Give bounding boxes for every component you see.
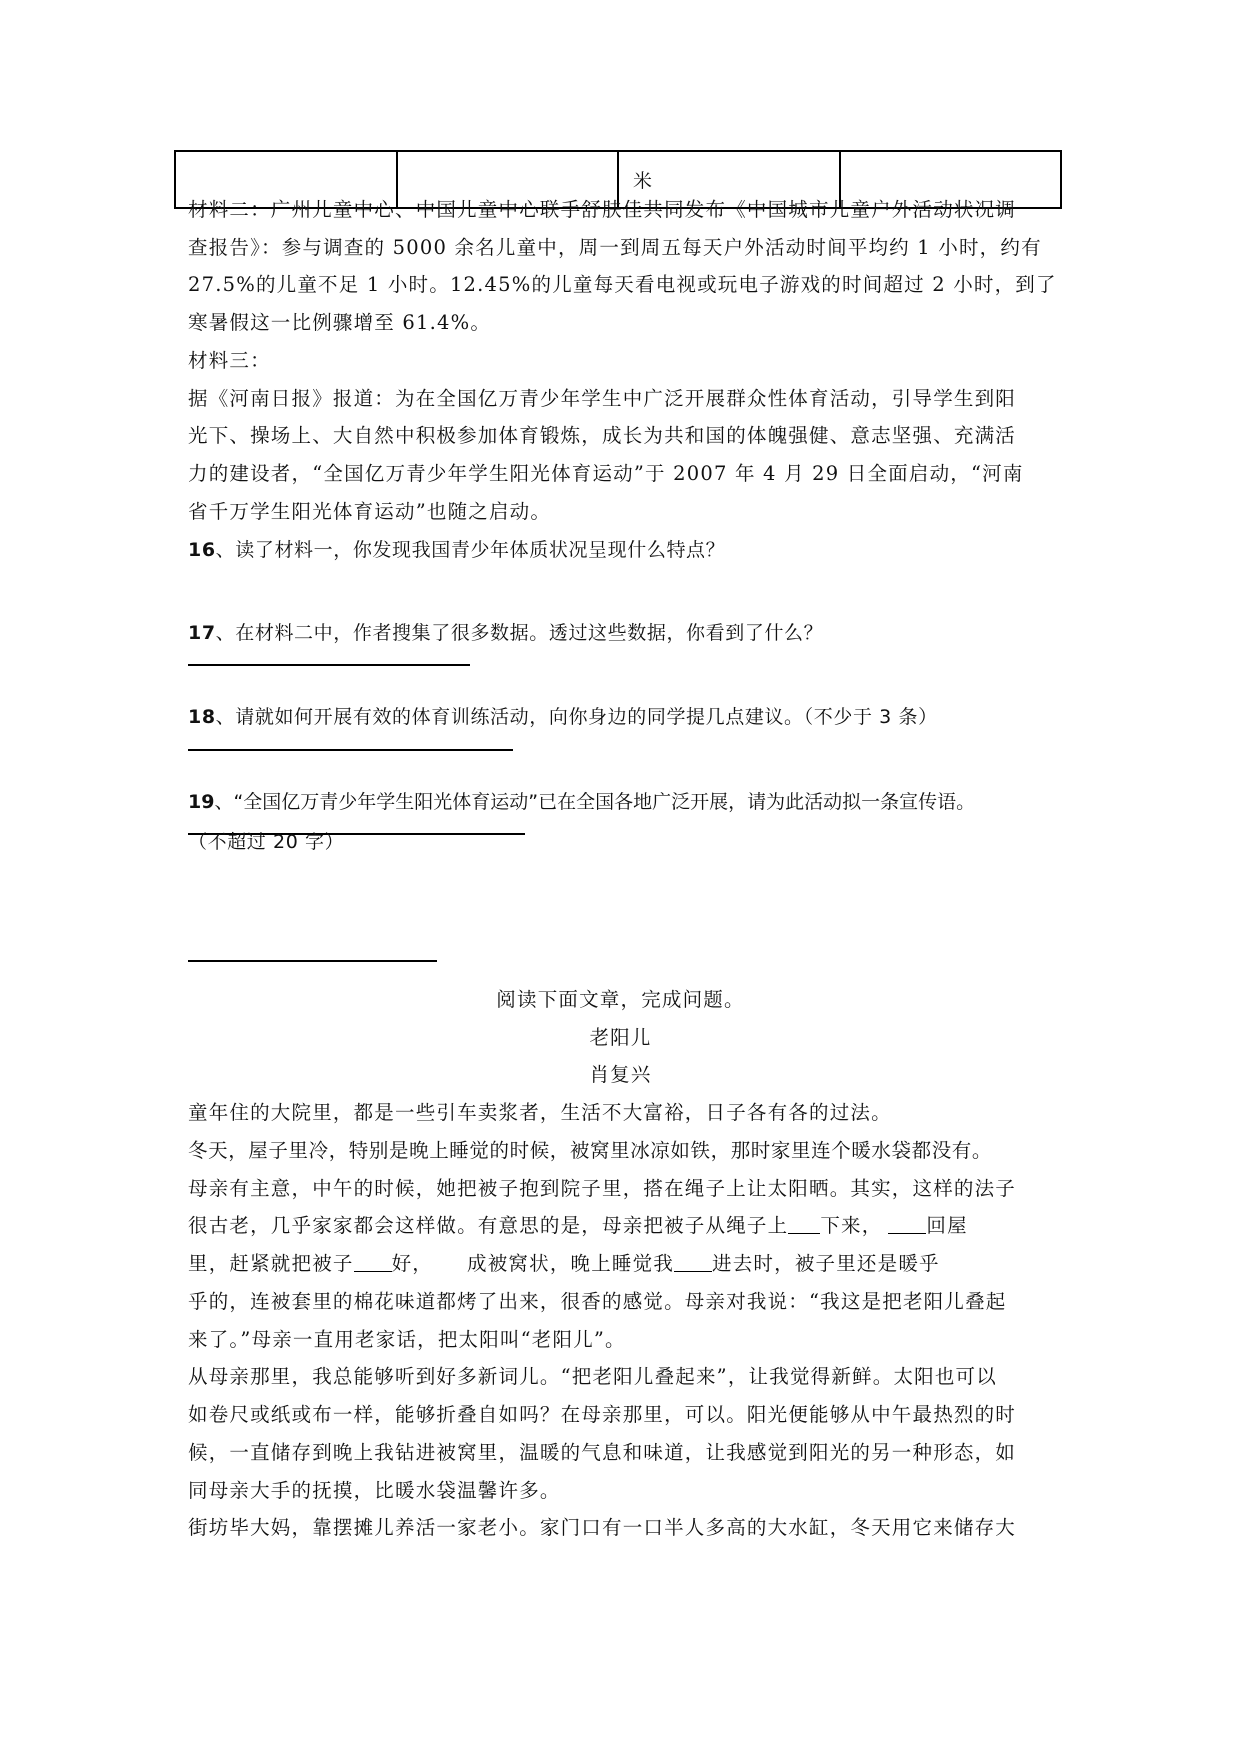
article-line: 同母亲大手的抚摸，比暖水袋温馨许多。: [188, 1479, 561, 1502]
article-line: 街坊毕大妈，靠摆摊儿养活一家老小。家门口有一口半人多高的大水缸，冬天用它来储存大: [188, 1516, 1017, 1539]
material3-line: 据《河南日报》报道：为在全国亿万青少年学生中广泛开展群众性体育活动，引导学生到阳: [188, 387, 1017, 410]
fill-blank[interactable]: [888, 1213, 926, 1234]
answer-line-16[interactable]: [188, 664, 470, 666]
question-text: 、请就如何开展有效的体育训练活动，向你身边的同学提几点建议。（不少于 3 条）: [215, 706, 938, 728]
text-segment: 回屋: [926, 1214, 968, 1237]
reading-instruction: 阅读下面文章，完成问题。: [496, 988, 745, 1011]
question-19-note: （不超过 20 字）: [188, 831, 345, 853]
text-segment: 下来，: [820, 1214, 883, 1237]
question-number: 19: [188, 791, 215, 813]
article-line: 冬天，屋子里冷，特别是晚上睡觉的时候，被窝里冰凉如铁，那时家里连个暖水袋都没有。: [188, 1139, 993, 1162]
text-segment: 里，赶紧就把被子: [188, 1252, 354, 1275]
question-number: 17: [188, 622, 216, 644]
article-line: 母亲有主意，中午的时候，她把被子抱到院子里，搭在绳子上让太阳晒。其实，这样的法子: [188, 1177, 1017, 1200]
text-segment: 很古老，几乎家家都会这样做。有意思的是，母亲把被子从绳子上: [188, 1214, 789, 1237]
question-17: [188, 620, 1078, 646]
text-segment: 进去时，被子里还是暖乎: [712, 1252, 940, 1275]
article-line: 童年住的大院里，都是一些引车卖浆者，生活不大富裕，日子各有各的过法。: [188, 1101, 892, 1124]
material2-line: 查报告》：参与调查的 5000 余名儿童中，周一到周五每天户外活动时间平均约 1 小时，约有: [188, 236, 1042, 259]
article-line: 乎的，连被套里的棉花味道都烤了出来，很香的感觉。母亲对我说：“我这是把老阳儿叠起: [188, 1290, 1007, 1313]
material2-line: 27.5%的儿童不足 1 小时。12.45%的儿童每天看电视或玩电子游戏的时间超过 2 小时，到了: [188, 273, 1057, 296]
fill-blank[interactable]: [674, 1251, 712, 1272]
question-number: 18: [188, 706, 216, 728]
article-line-with-blanks: [188, 1251, 1078, 1277]
article-line: 从母亲那里，我总能够听到好多新词儿。“把老阳儿叠起来”，让我觉得新鲜。太阳也可以: [188, 1365, 997, 1388]
material3-heading: 材料三：: [188, 349, 271, 372]
article-line: 候，一直储存到晚上我钻进被窝里，温暖的气息和味道，让我感觉到阳光的另一种形态，如: [188, 1441, 1017, 1464]
material2-line: 寒暑假这一比例骤增至 61.4%。: [188, 311, 492, 334]
material3-line: 光下、操场上、大自然中积极参加体育锻炼，成长为共和国的体魄强健、意志坚强、充满活: [188, 424, 1017, 447]
question-text: 、在材料二中，作者搜集了很多数据。透过这些数据，你看到了什么？: [215, 622, 824, 644]
material2-line: 材料二：广州儿童中心、中国儿童中心联手舒肤佳共同发布《中国城市儿童户外活动状况调: [188, 198, 1017, 221]
question-text: 、读了材料一，你发现我国青少年体质状况呈现什么特点？: [215, 539, 726, 561]
answer-line-19[interactable]: [188, 960, 437, 962]
fill-blank[interactable]: [354, 1251, 392, 1272]
fill-blank[interactable]: [788, 1213, 820, 1234]
question-16: [188, 537, 1078, 563]
article-line: 如卷尺或纸或布一样，能够折叠自如吗？在母亲那里，可以。阳光便能够从中午最热烈的时: [188, 1403, 1017, 1426]
material3-line: 省千万学生阳光体育运动”也随之启动。: [188, 500, 552, 523]
answer-line-17[interactable]: [188, 749, 513, 751]
material3-line: 力的建设者，“全国亿万青少年学生阳光体育运动”于 2007 年 4 月 29 日全面启动，“河南: [188, 462, 1024, 485]
text-segment: 成被窝状，晚上睡觉我: [467, 1252, 675, 1275]
table-cell: 米: [618, 151, 840, 208]
question-18: [188, 704, 1078, 730]
question-number: 16: [188, 539, 216, 561]
question-text: 、“全国亿万青少年学生阳光体育运动”已在全国各地广泛开展，请为此活动拟一条宣传语。: [214, 791, 976, 813]
article-line-with-blanks: [188, 1213, 1078, 1239]
article-line: 来了。”母亲一直用老家话，把太阳叫“老阳儿”。: [188, 1328, 626, 1351]
question-19: [188, 789, 1078, 815]
article-title: 老阳儿: [589, 1026, 652, 1049]
article-author: 肖复兴: [589, 1063, 652, 1086]
text-segment: 好，: [391, 1252, 434, 1275]
